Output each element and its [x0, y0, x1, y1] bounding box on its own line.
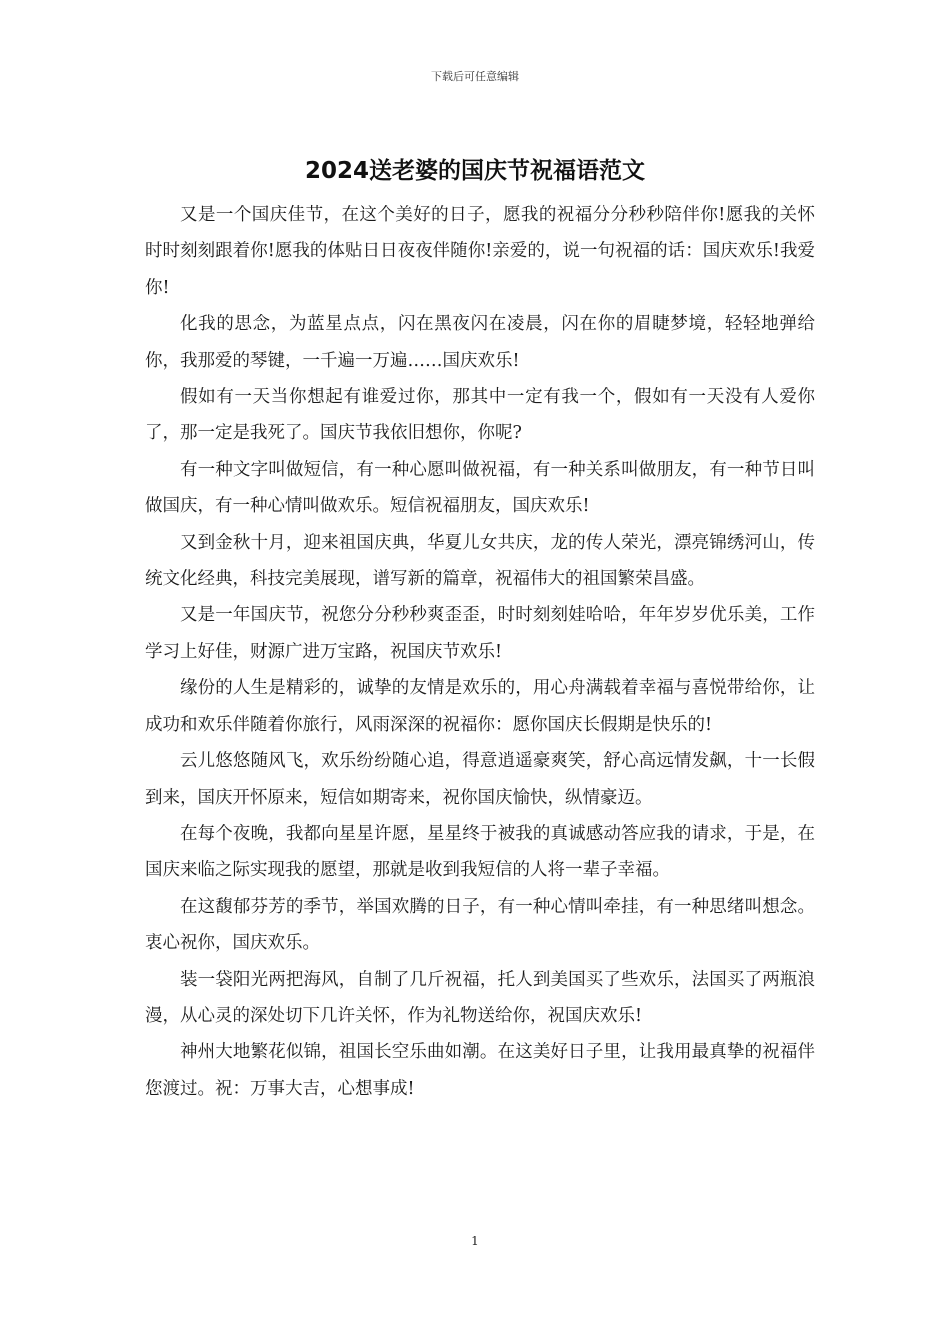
paragraph: 又是一年国庆节，祝您分分秒秒爽歪歪，时时刻刻娃哈哈，年年岁岁优乐美，工作学习上好佳，财源广进万宝路，祝国庆节欢乐!: [145, 605, 815, 662]
page-number: 1: [471, 1234, 479, 1248]
paragraph: 在这馥郁芬芳的季节，举国欢腾的日子，有一种心情叫牵挂，有一种思绪叫想念。衷心祝你，国庆欢乐。: [145, 896, 815, 954]
paragraph: 假如有一天当你想起有谁爱过你，那其中一定有我一个，假如有一天没有人爱你了，那一定是我死了。国庆节我依旧想你，你呢?: [145, 387, 815, 444]
header-note: 下载后可任意编辑: [431, 70, 519, 83]
document-title: 2024送老婆的国庆节祝福语范文: [304, 158, 645, 184]
paragraph: 又到金秋十月，迎来祖国庆典，华夏儿女共庆，龙的传人荣光，漂亮锦绣河山，传统文化经典，科技完美展现，谱写新的篇章，祝福伟大的祖国繁荣昌盛。: [145, 532, 815, 590]
paragraph: 有一种文字叫做短信，有一种心愿叫做祝福，有一种关系叫做朋友，有一种节日叫做国庆，有一种心情叫做欢乐。短信祝福朋友，国庆欢乐!: [145, 459, 815, 517]
paragraph: 缘份的人生是精彩的，诚挚的友情是欢乐的，用心舟满载着幸福与喜悦带给你，让成功和欢乐伴随着你旅行，风雨深深的祝福你：愿你国庆长假期是快乐的!: [145, 678, 815, 735]
paragraph: 在每个夜晚，我都向星星许愿，星星终于被我的真诚感动答应我的请求，于是，在国庆来临之际实现我的愿望，那就是收到我短信的人将一辈子幸福。: [145, 823, 815, 881]
paragraph: 装一袋阳光两把海风，自制了几斤祝福，托人到美国买了些欢乐，法国买了两瓶浪漫，从心灵的深处切下几许关怀，作为礼物送给你，祝国庆欢乐!: [145, 969, 815, 1026]
paragraph: 又是一个国庆佳节，在这个美好的日子，愿我的祝福分分秒秒陪伴你!愿我的关怀时时刻刻跟着你!愿我的体贴日日夜夜伴随你!亲爱的，说一句祝福的话：国庆欢乐!我爱你!: [145, 205, 815, 298]
paragraph: 云儿悠悠随风飞，欢乐纷纷随心追，得意逍遥豪爽笑，舒心高远情发飙，十一长假到来，国庆开怀原来，短信如期寄来，祝你国庆愉快，纵情豪迈。: [145, 751, 815, 808]
paragraph: 神州大地繁花似锦，祖国长空乐曲如潮。在这美好日子里，让我用最真挚的祝福伴您渡过。祝：万事大吉，心想事成!: [145, 1042, 815, 1099]
paragraph: 化我的思念，为蓝星点点，闪在黑夜闪在凌晨，闪在你的眉睫梦境，轻轻地弹给你，我那爱的琴键，一千遍一万遍……国庆欢乐!: [145, 314, 815, 371]
document-body: [145, 197, 815, 1107]
